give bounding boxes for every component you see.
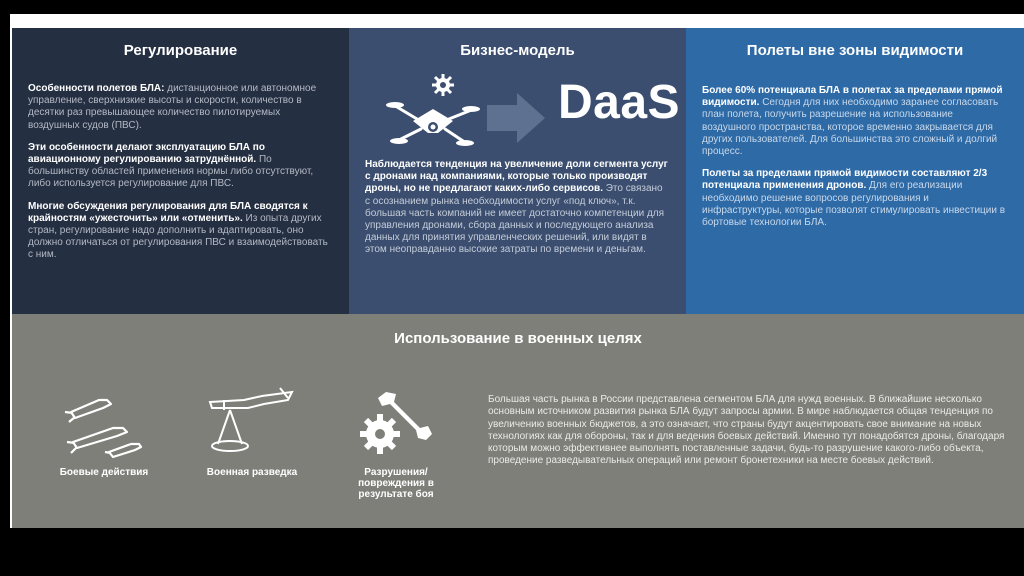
recon-drone-icon [204, 382, 300, 462]
regulation-p3-bold: Многие обсуждения регулирования для БЛА сводятся к крайностям «ужесточить» или «отменить». [28, 200, 308, 224]
regulation-paragraph-1 [28, 83, 333, 132]
business-p1-bold: Наблюдается тенденция на увеличение доли сегмента услуг с дронами над компаниями, которые только производят дроны, но не предлагают каких-либо сервисов. [365, 159, 668, 195]
bvlos-panel [686, 28, 1024, 314]
military-description: Большая часть рынка в России представлена сегментом БЛА для нужд военных. В ближайшие несколько основным источником развития рынка БЛА будут запросы армии. В мире наблюдается общая тенденция по увеличению военных бюджетов, а это означает, что страны будут акцентировать свое внимание на новых технологиях как для обороны, так и для ведения боевых действий. Именно тут понадобятся дроны, благодаря которым можно эффективнее выполнять поставленные задачи, будь-то разрушение какого-либо объекта, проведение разведывательных операций или ремонт бронетехники на месте боевых действий. [488, 394, 1005, 467]
business-p1-text: Это связано с осознанием рынка необходимости услуг «под ключ», т.к. большая часть компаний не имеет достаточно компетенции для управления дронами, сбора данных и последующего анализа данных для принятия управленческих решений, или видят в этом неоправданно высокие затраты по времени и деньгам. [365, 183, 665, 256]
daas-graphic [365, 63, 681, 159]
regulation-p1-bold: Особенности полетов БЛА: [28, 83, 165, 94]
regulation-title: Регулирование [123, 42, 238, 59]
bvlos-title: Полеты вне зоны видимости [746, 42, 964, 59]
daas-label: DaaS [558, 76, 681, 129]
regulation-p1-text: дистанционное или автономное управление, сверхнизкие высоты и скорости, количество в десятки раз превышающее количество пилотируемых воздушных судов (ПВС). [28, 83, 317, 131]
military-item-recon [198, 382, 306, 478]
business-title: Бизнес-модель [460, 42, 575, 59]
military-item-combat [52, 382, 156, 478]
missiles-icon [59, 382, 149, 462]
bvlos-p1-text: Сегодня для них необходимо заранее согласовать план полета, получить разрешение на использование воздушного пространства, которое временно закрывается для других пользователей. Для большинства это сложный и долгий процесс. [702, 97, 999, 158]
military-item-damage [346, 382, 446, 500]
arrow-right-icon [487, 93, 545, 143]
regulation-paragraph-2 [28, 142, 333, 191]
business-paragraph [365, 159, 670, 257]
military-title: Использование в военных целях [394, 330, 642, 347]
military-item-label: Разрушения/ повреждения в результате боя [358, 467, 434, 500]
bvlos-p2-text: Для его реализации необходимо решение вопросов регулирования и инфраструктуры, которые позволят стимулировать инвестиции в бортовые технологии БЛА. [702, 180, 1006, 229]
regulation-paragraph-3 [28, 201, 333, 262]
regulation-panel [12, 28, 349, 314]
regulation-p3-text: Из опыта других стран, регулирование надо дополнить и адаптировать, оно должно отличаться от регулирования ПВС и взаимодействовать с ним. [28, 212, 328, 261]
wrench-gear-icon [356, 382, 436, 462]
regulation-p2-bold: Эти особенности делают эксплуатацию БЛА по авиационному регулированию затруднённой. [28, 141, 265, 166]
military-panel [12, 314, 1024, 528]
drone-gear-icon [383, 71, 483, 151]
slide [10, 14, 1024, 528]
military-item-label: Военная разведка [206, 467, 298, 478]
bvlos-p2-bold: Полеты за пределами прямой видимости составляют 2/3 потенциала применения дронов. [702, 168, 988, 192]
military-item-label: Боевые действия [59, 467, 149, 478]
business-panel [349, 28, 686, 314]
bvlos-paragraph-2 [702, 168, 1008, 229]
regulation-p2-text: По большинству областей применения нормы либо отсутствуют, либо используется регулирование для ПВС. [28, 154, 314, 190]
bvlos-p1-bold: Более 60% потенциала БЛА в полетах за пределами прямой видимости. [702, 85, 1003, 109]
bvlos-paragraph-1 [702, 85, 1008, 158]
